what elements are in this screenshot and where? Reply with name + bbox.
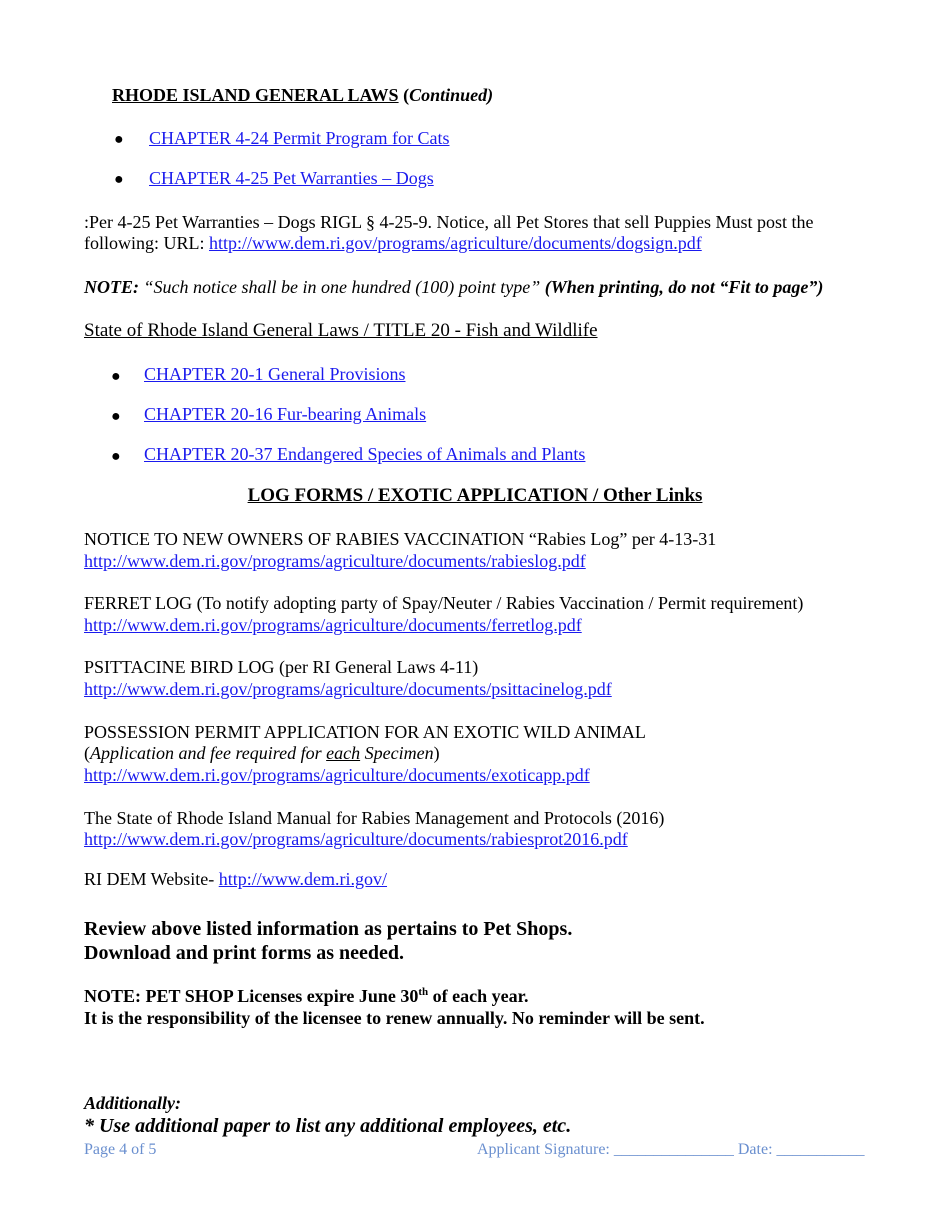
exotic-sub-a: Application and fee required for xyxy=(90,743,327,763)
per-note-line1: :Per 4-25 Pet Warranties – Dogs RIGL § 4-25-9. Notice, all Pet Stores that sell Puppies Must post the xyxy=(84,212,814,232)
link-exoticapp-pdf[interactable]: http://www.dem.ri.gov/programs/agriculture/documents/exoticapp.pdf xyxy=(84,765,590,785)
exotic-app-text: POSSESSION PERMIT APPLICATION FOR AN EXOTIC WILD ANIMAL xyxy=(84,722,646,742)
title20-heading: State of Rhode Island General Laws / TITLE 20 - Fish and Wildlife xyxy=(84,320,598,341)
additionally-label: Additionally: xyxy=(84,1093,182,1113)
bullet-icon: ● xyxy=(114,171,124,188)
bullet-icon: ● xyxy=(114,131,124,148)
psittacine-log-text: PSITTACINE BIRD LOG (per RI General Laws 4-11) xyxy=(84,657,479,677)
link-chapter-20-1[interactable]: CHAPTER 20-1 General Provisions xyxy=(144,364,406,384)
footer-signature: Applicant Signature: _______________ Date: ___________ xyxy=(477,1141,865,1158)
bullet-icon: ● xyxy=(111,368,121,385)
exotic-sub-each: each xyxy=(326,743,361,763)
note-bold: (When printing, do not “Fit to page”) xyxy=(544,277,824,297)
exotic-paren-close: ) xyxy=(433,743,440,763)
exotic-sub-b: Specimen xyxy=(360,743,434,763)
link-rabiesprot-pdf[interactable]: http://www.dem.ri.gov/programs/agriculture/documents/rabiesprot2016.pdf xyxy=(84,829,628,849)
link-chapter-4-25[interactable]: CHAPTER 4-25 Pet Warranties – Dogs xyxy=(149,168,434,188)
link-dogsign-pdf[interactable]: http://www.dem.ri.gov/programs/agriculture/documents/dogsign.pdf xyxy=(209,233,702,253)
link-rabieslog-pdf[interactable]: http://www.dem.ri.gov/programs/agriculture/documents/rabieslog.pdf xyxy=(84,551,586,571)
ferret-log-text: FERRET LOG (To notify adopting party of Spay/Neuter / Rabies Vaccination / Permit requirement) xyxy=(84,593,804,613)
license-note-line2: It is the responsibility of the licensee to renew annually. No reminder will be sent. xyxy=(84,1008,705,1028)
rabies-manual-text: The State of Rhode Island Manual for Rabies Management and Protocols (2016) xyxy=(84,808,665,828)
rabies-log-text: NOTICE TO NEW OWNERS OF RABIES VACCINATION “Rabies Log” per 4-13-31 xyxy=(84,529,717,549)
heading-suffix-open: ( xyxy=(398,85,410,105)
license-note-line1 xyxy=(84,986,528,1007)
link-ri-dem-website[interactable]: http://www.dem.ri.gov/ xyxy=(218,869,388,889)
link-chapter-20-16[interactable]: CHAPTER 20-16 Fur-bearing Animals xyxy=(144,404,427,424)
per-note-prefix: following: URL: xyxy=(84,233,209,253)
additionally-text: * Use additional paper to list any additional employees, etc. xyxy=(84,1115,572,1137)
bullet-icon: ● xyxy=(111,408,121,425)
license-note-sup: th xyxy=(418,986,429,998)
heading-title: RHODE ISLAND GENERAL LAWS xyxy=(112,85,399,105)
link-psittacinelog-pdf[interactable]: http://www.dem.ri.gov/programs/agriculture/documents/psittacinelog.pdf xyxy=(84,679,612,699)
section-heading-ri-general-laws xyxy=(112,85,493,106)
heading-suffix: Continued) xyxy=(409,85,494,105)
per-note-line2 xyxy=(84,233,702,254)
ri-dem-website xyxy=(84,869,387,890)
footer-page-number: Page 4 of 5 xyxy=(84,1141,157,1158)
license-note-b: of each year. xyxy=(428,986,529,1006)
review-line2: Download and print forms as needed. xyxy=(84,942,405,964)
note-point-type xyxy=(84,277,823,298)
review-line1: Review above listed information as pertains to Pet Shops. xyxy=(84,918,573,940)
exotic-paren-open: ( xyxy=(84,743,90,763)
link-chapter-20-37[interactable]: CHAPTER 20-37 Endangered Species of Animals and Plants xyxy=(144,444,586,464)
note-quote: “Such notice shall be in one hundred (100) point type” xyxy=(139,277,545,297)
website-label: RI DEM Website- xyxy=(84,869,219,889)
license-note-a: NOTE: PET SHOP Licenses expire June 30 xyxy=(84,986,419,1006)
log-forms-heading: LOG FORMS / EXOTIC APPLICATION / Other Links xyxy=(247,485,703,506)
note-label: NOTE: xyxy=(84,277,139,297)
link-ferretlog-pdf[interactable]: http://www.dem.ri.gov/programs/agriculture/documents/ferretlog.pdf xyxy=(84,615,582,635)
exotic-app-subtext xyxy=(84,743,440,764)
link-chapter-4-24[interactable]: CHAPTER 4-24 Permit Program for Cats xyxy=(149,128,450,148)
bullet-icon: ● xyxy=(111,448,121,465)
